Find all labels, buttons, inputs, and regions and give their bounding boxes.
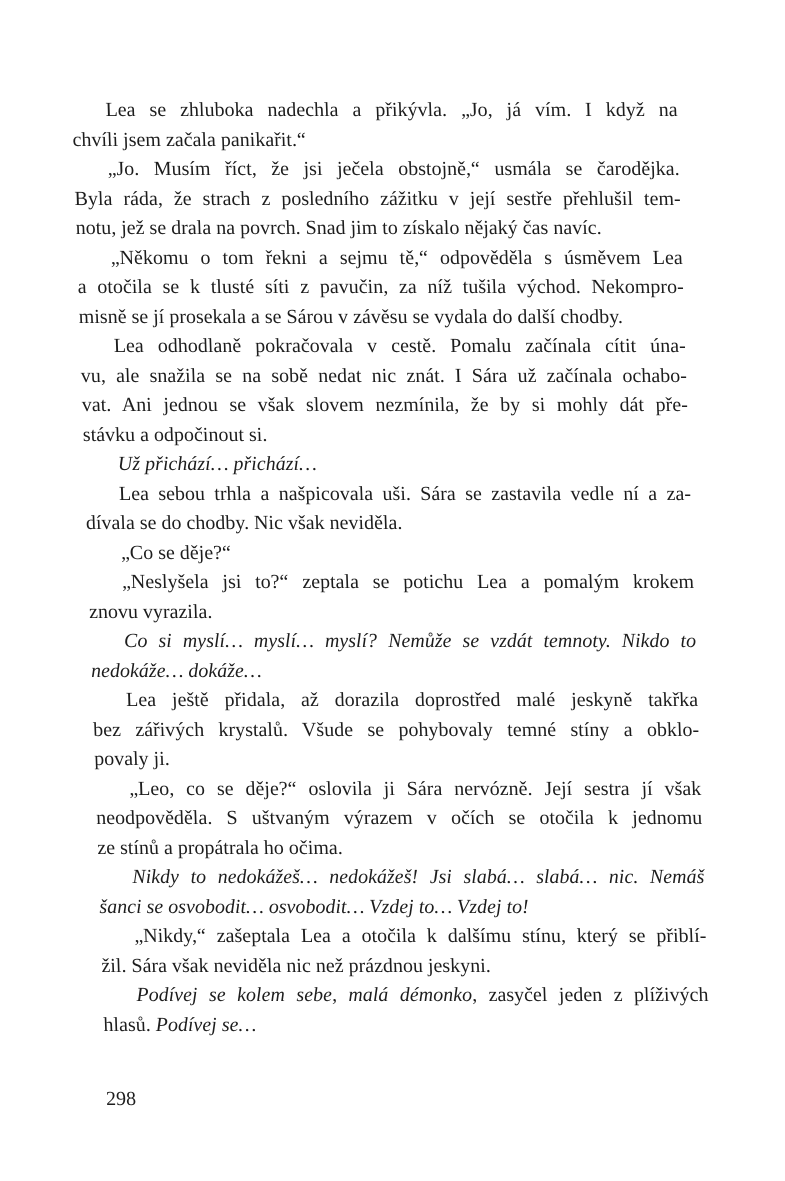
text-line — [100, 922, 707, 952]
text-segment: neodpověděla. S uštvaným výrazem v očích se otočila k jednomu — [95, 807, 703, 829]
text-line — [78, 303, 685, 333]
italic-text-segment: Nikdy to nedokážeš… nedokážeš! Jsi slabá… slabá… nic. Nemáš — [131, 866, 705, 888]
text-segment: a otočila se k tlusté síti z pavučin, za níž tušila východ. Nekompro- — [77, 276, 685, 298]
text-segment: notu, jež se drala na povrch. Snad jim to získalo nějaký čas navíc. — [75, 217, 602, 239]
text-line — [81, 391, 688, 421]
text-line — [84, 480, 691, 510]
text-line — [83, 450, 690, 480]
text-line — [75, 214, 682, 244]
text-line — [82, 421, 689, 451]
text-line — [76, 244, 683, 274]
text-line — [85, 509, 692, 539]
text-segment: Lea sebou trhla a našpicovala uši. Sára se zastavila vedle ní a za- — [118, 482, 692, 505]
text-segment: Lea ještě přidala, až dorazila doprostřed malé jeskyně takřka — [125, 689, 699, 711]
italic-text-segment: nedokáže… dokáže… — [90, 659, 262, 682]
text-line — [98, 863, 705, 893]
italic-text-segment: Co si myslí… myslí… myslí? Nemůže se vzdát temnoty. Nikdo to — [123, 630, 697, 652]
page-number: 298 — [105, 1088, 137, 1110]
text-segment: „Někomu o tom řekni a sejmu tě,“ odpověděla s úsměvem Lea — [110, 246, 684, 269]
text-line — [87, 568, 694, 598]
text-segment: stávku a odpočinout si. — [82, 423, 268, 446]
text-segment: znovu vyrazila. — [88, 600, 213, 623]
text-segment: „Neslyšela jsi to?“ zeptala se potichu Lea a pomalým krokem — [121, 571, 695, 593]
italic-text-segment: Podívej se kolem sebe, malá démonko — [136, 984, 473, 1006]
text-line — [77, 273, 684, 303]
italic-text-segment: Už přichází… přichází… — [117, 453, 318, 475]
text-segment: vu, ale snažila se na sobě nedat nic znát. I Sára už začínala ochabo- — [80, 364, 688, 387]
text-segment: ze stínů a propátrala ho očima. — [96, 836, 344, 859]
text-segment: dívala se do chodby. Nic však neviděla. — [85, 512, 403, 534]
text-line — [93, 716, 700, 746]
text-segment: chvíli jsem začala panikařit.“ — [72, 128, 307, 151]
italic-text-segment: Podívej se… — [155, 1013, 257, 1036]
text-line — [94, 745, 701, 775]
text-line — [92, 686, 699, 716]
text-line — [91, 657, 698, 687]
text-line — [72, 126, 679, 156]
text-segment: Lea se zhluboka nadechla a přikývla. „Jo, já vím. I když na — [105, 99, 678, 121]
text-line — [97, 834, 704, 864]
text-line — [90, 627, 697, 657]
text-line — [95, 775, 702, 805]
text-segment: Lea odhodlaně pokračovala v cestě. Pomalu začínala cítit úna- — [113, 335, 687, 357]
text-line — [74, 185, 681, 215]
text-line — [80, 362, 687, 392]
text-line — [71, 96, 678, 126]
text-segment: žil. Sára však neviděla nic než prázdnou jeskyni. — [100, 954, 492, 977]
text-segment: „Jo. Musím říct, že jsi ječela obstojně,“ usmála se čarodějka. — [107, 158, 680, 180]
text-segment: povaly ji. — [93, 748, 171, 770]
text-segment: misně se jí prosekala a se Sárou v závěsu se vydala do další chodby. — [78, 305, 624, 328]
text-line — [89, 598, 696, 628]
text-line — [73, 155, 680, 185]
text-line — [102, 981, 709, 1011]
text-line — [103, 1011, 710, 1041]
text-segment: vat. Ani jednou se však slovem nezmínila, že by si mohly dát pře- — [81, 394, 689, 416]
text-segment: bez zářivých krystalů. Všude se pohybovaly temné stíny a obklo- — [92, 718, 700, 741]
text-segment: Byla ráda, že strach z posledního zážitku v její sestře přehlušil tem- — [74, 187, 681, 210]
text-line — [79, 332, 686, 362]
text-segment: hlasů. — [103, 1013, 157, 1036]
text-segment: „Co se děje?“ — [120, 541, 232, 564]
text-line — [101, 952, 708, 982]
italic-text-segment: šanci se osvobodit… osvobodit… Vzdej to… Vzdej to! — [98, 895, 530, 918]
text-segment: „Nikdy,“ zašeptala Lea a otočila k dalšímu stínu, který se přiblí- — [133, 925, 707, 947]
text-line — [96, 804, 703, 834]
text-segment: , zasyčel jeden z plíživých — [471, 984, 709, 1006]
page-text — [71, 96, 713, 1115]
text-line — [99, 893, 706, 923]
text-line — [86, 539, 693, 569]
text-segment: „Leo, co se děje?“ oslovila ji Sára nervózně. Její sestra jí však — [128, 777, 702, 800]
